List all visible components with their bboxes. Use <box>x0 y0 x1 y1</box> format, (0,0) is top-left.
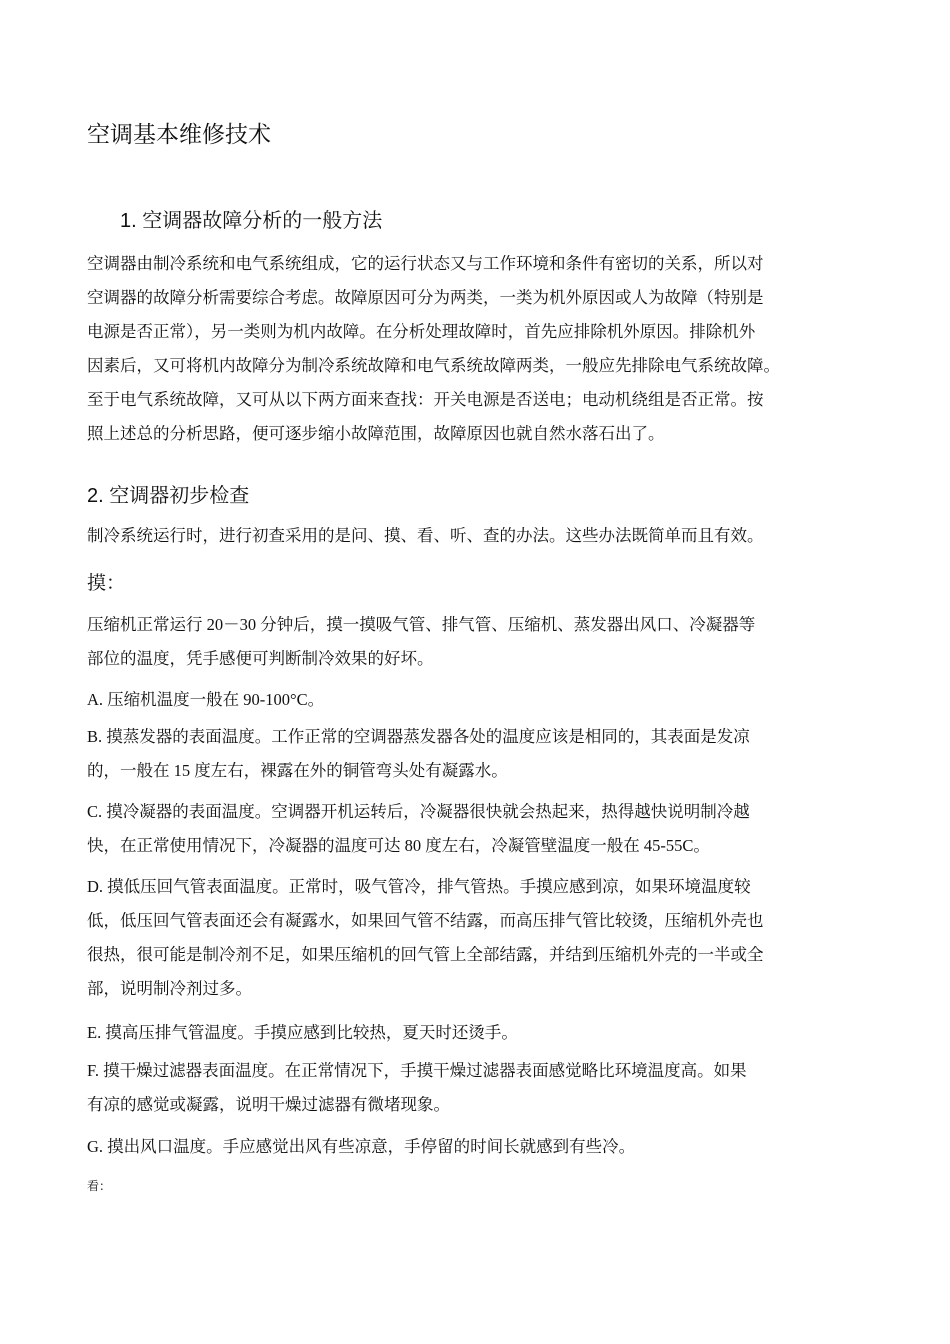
paragraph-line: G. 摸出风口温度。手应感觉出风有些凉意，手停留的时间长就感到有些冷。 <box>87 1137 636 1156</box>
paragraph-line: 压缩机正常运行 20－30 分钟后，摸一摸吸气管、排气管、压缩机、蒸发器出风口、冷凝器等 <box>87 615 756 634</box>
section1-paragraph <box>87 247 877 451</box>
paragraph-line: E. 摸高压排气管温度。手摸应感到比较热，夏天时还烫手。 <box>87 1023 518 1042</box>
paragraph-line: 很热，很可能是制冷剂不足，如果压缩机的回气管上全部结露，并结到压缩机外壳的一半或全 <box>87 945 764 964</box>
section2-heading: 2. 空调器初步检查 <box>87 485 250 507</box>
paragraph-line: 空调器的故障分析需要综合考虑。故障原因可分为两类，一类为机外原因或人为故障（特别是 <box>87 288 764 307</box>
paragraph-line: 有凉的感觉或凝露，说明干燥过滤器有微堵现象。 <box>87 1095 450 1114</box>
item-c <box>87 795 877 863</box>
paragraph-line: 快，在正常使用情况下，冷凝器的温度可达 80 度左右，冷凝管壁温度一般在 45-55C。 <box>87 836 710 855</box>
item-b <box>87 720 877 788</box>
document-title: 空调基本维修技术 <box>87 121 271 147</box>
item-e <box>87 1016 877 1050</box>
item-g <box>87 1130 877 1164</box>
mo-paragraph <box>87 608 877 676</box>
paragraph-line: 因素后，又可将机内故障分为制冷系统故障和电气系统故障两类，一般应先排除电气系统故障。 <box>87 356 780 375</box>
item-a <box>87 683 877 717</box>
paragraph-line: C. 摸冷凝器的表面温度。空调器开机运转后，冷凝器很快就会热起来，热得越快说明制冷越 <box>87 802 750 821</box>
paragraph-line: D. 摸低压回气管表面温度。正常时，吸气管冷，排气管热。手摸应感到凉，如果环境温度较 <box>87 877 751 896</box>
paragraph-line: F. 摸干燥过滤器表面温度。在正常情况下，手摸干燥过滤器表面感觉略比环境温度高。如果 <box>87 1061 747 1080</box>
section1-heading: 1. 空调器故障分析的一般方法 <box>120 210 383 232</box>
paragraph-line: 部位的温度，凭手感便可判断制冷效果的好坏。 <box>87 649 434 668</box>
section2-intro <box>87 519 877 553</box>
paragraph-line: 的，一般在 15 度左右，裸露在外的铜管弯头处有凝露水。 <box>87 761 508 780</box>
paragraph-line: 照上述总的分析思路，便可逐步缩小故障范围，故障原因也就自然水落石出了。 <box>87 424 665 443</box>
kan-heading: 看： <box>87 1179 112 1193</box>
item-f <box>87 1054 877 1122</box>
mo-heading: 摸： <box>87 573 126 594</box>
paragraph-line: B. 摸蒸发器的表面温度。工作正常的空调器蒸发器各处的温度应该是相同的，其表面是发凉 <box>87 727 750 746</box>
paragraph-line: 至于电气系统故障，又可从以下两方面来查找：开关电源是否送电；电动机绕组是否正常。按 <box>87 390 764 409</box>
item-d <box>87 870 877 1006</box>
paragraph-line: A. 压缩机温度一般在 90-100°C。 <box>87 690 325 709</box>
paragraph-line: 空调器由制冷系统和电气系统组成，它的运行状态又与工作环境和条件有密切的关系，所以对 <box>87 254 764 273</box>
paragraph-line: 制冷系统运行时，进行初查采用的是问、摸、看、听、查的办法。这些办法既简单而且有效。 <box>87 526 764 545</box>
paragraph-line: 低，低压回气管表面还会有凝露水，如果回气管不结露，而高压排气管比较烫，压缩机外壳也 <box>87 911 764 930</box>
paragraph-line: 部，说明制冷剂过多。 <box>87 979 252 998</box>
paragraph-line: 电源是否正常），另一类则为机内故障。在分析处理故障时，首先应排除机外原因。排除机外 <box>87 322 756 341</box>
